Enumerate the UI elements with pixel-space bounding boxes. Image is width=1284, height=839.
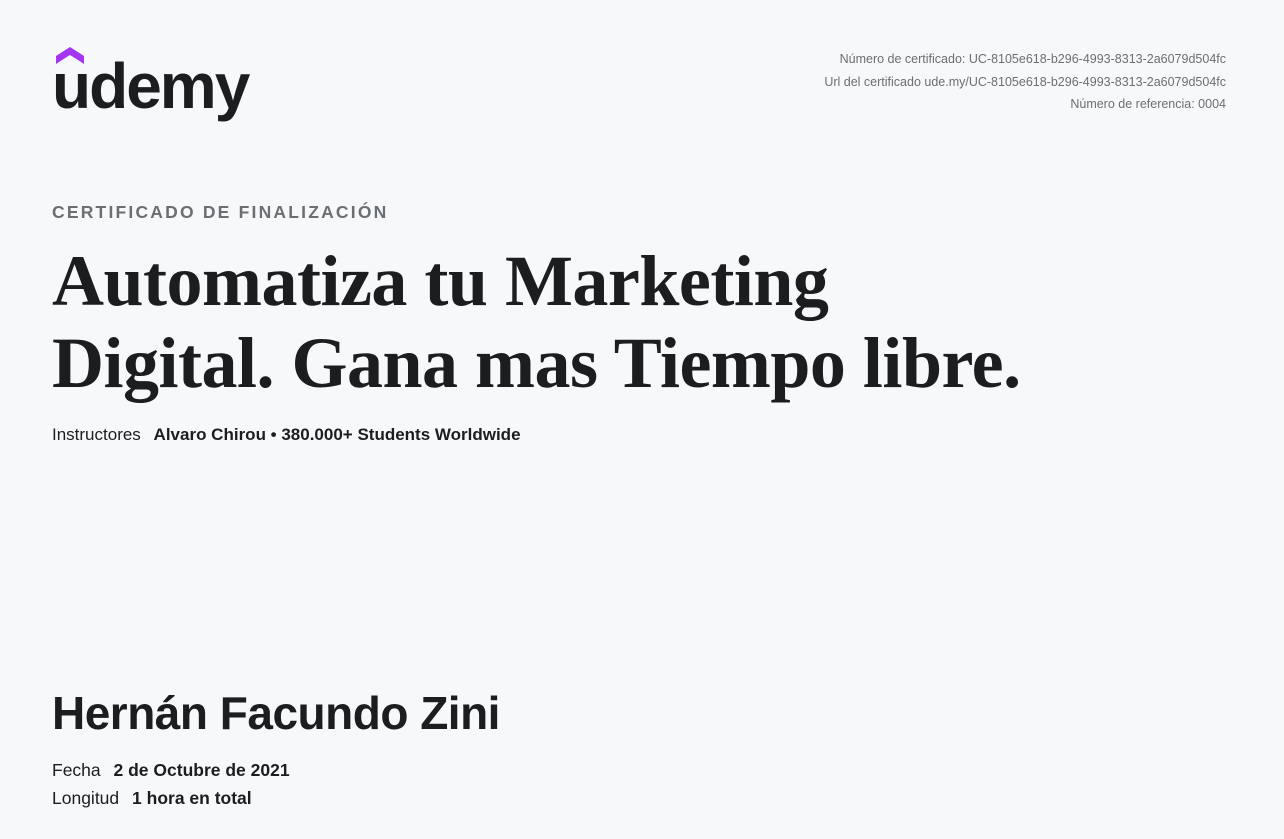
length-line — [52, 788, 252, 809]
length-label: Longitud — [52, 788, 120, 808]
instructors-label: Instructores — [52, 425, 141, 444]
course-title-line-1: Automatiza tu Marketing — [52, 241, 829, 321]
date-line — [52, 760, 290, 781]
recipient-name: Hernán Facundo Zini — [52, 687, 500, 739]
certificate-kicker: CERTIFICADO DE FINALIZACIÓN — [52, 202, 389, 222]
certificate-number: Número de certificado: UC-8105e618-b296-4993-8313-2a6079d504fc — [839, 52, 1226, 66]
date-label: Fecha — [52, 760, 101, 780]
certificate-url: Url del certificado ude.my/UC-8105e618-b296-4993-8313-2a6079d504fc — [824, 74, 1226, 89]
course-title-line-2: Digital. Gana mas Tiempo libre. — [52, 323, 1021, 403]
udemy-logo — [52, 44, 292, 124]
course-title — [52, 240, 1252, 404]
date-value: 2 de Octubre de 2021 — [113, 760, 290, 780]
instructors-line — [52, 425, 521, 445]
length-value: 1 hora en total — [132, 788, 252, 808]
brand-wordmark: udemy — [52, 50, 249, 122]
reference-number: Número de referencia: 0004 — [1070, 97, 1226, 111]
certificate-meta — [824, 48, 1226, 116]
instructors-value: Alvaro Chirou • 380.000+ Students Worldwide — [153, 425, 521, 444]
